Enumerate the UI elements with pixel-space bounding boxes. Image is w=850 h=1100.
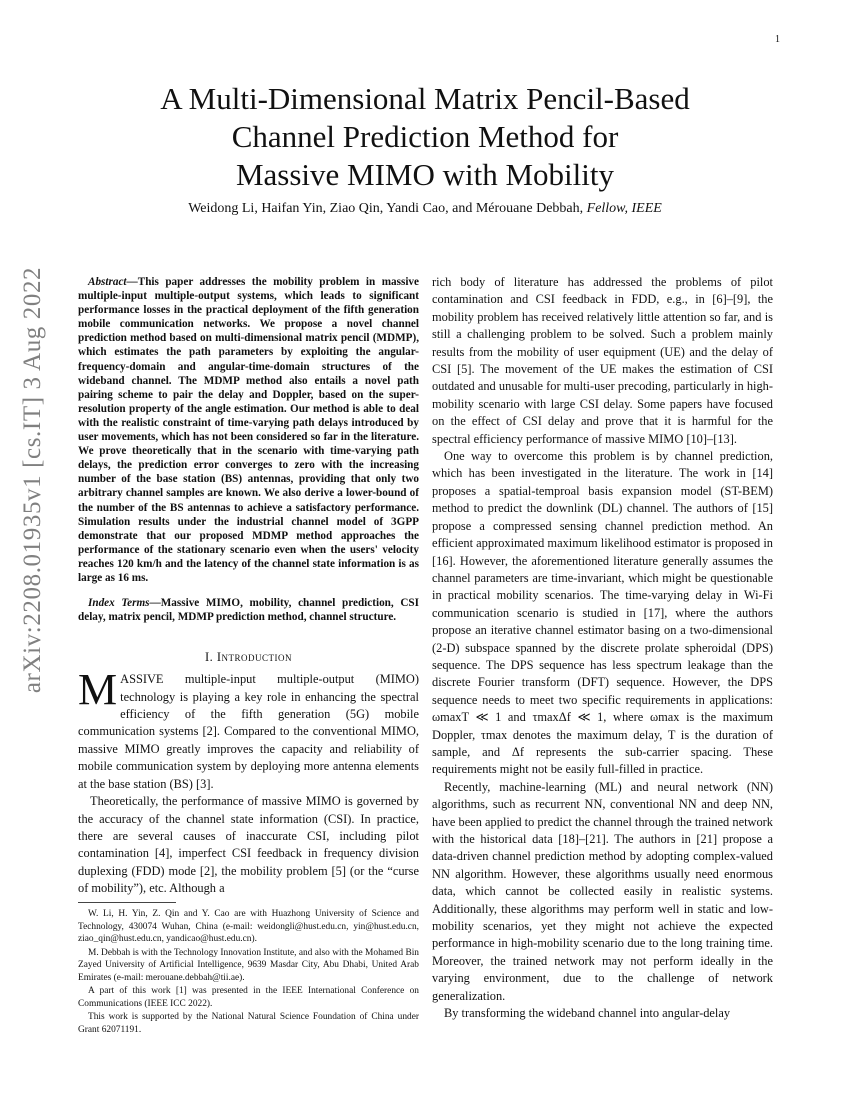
arxiv-identifier: arXiv:2208.01935v1 [cs.IT] 3 Aug 2022 [19,266,47,694]
drop-cap: M [78,665,118,715]
right-paragraph-2: One way to overcome this problem is by channel prediction, which has been investigated in the literature. The work in [14] proposes a spatial-temproal basis expansion model (ST-BEM) method to predict the downlink (DL) channel. The authors of [15] propose a compressed sensing channel prediction method. An efficient approximated maximum likelihood estimator is proposed in [16]. However, the aforementioned literature generally assumes the channel parameters are time-invariant, which might be questionable in practical mobility scenarios. The time-varying delay in Wi-Fi communication scenario is studied in [17], where the authors propose an iterative channel estimator basing on a two-dimensional (2-D) subspace spanned by the discrete prolate spheroidal (DPS) sequence. The DPS sequence has less spectrum leakage than the discrete Fourier transform (DFT) sequence. However, the DPS sequence needs to meet two specific requirements in applications: ωmaxT ≪ 1 and τmaxΔf ≪ 1, where ωmax is the maximum Doppler, τmax denotes the maximum delay, T is the duration of sample, and Δf represents the sub-carrier spacing. These requirements might not be easily full-filled in practice. [432,449,773,777]
footnotes [78,908,419,1037]
author-list [80,201,770,217]
abstract-label: Abstract [88,276,127,288]
index-terms [78,596,419,624]
abstract [78,275,419,585]
intro-paragraph-2: Theoretically, the performance of massive MIMO is governed by the accuracy of the channel state information (CSI). In practice, there are several causes of inaccurate CSI, including pilot contamination [4], imperfect CSI feedback in frequency division duplexing (FDD) mode [2], the mobility problem [5] (or the “curse of mobility”), etc. Although a [78,794,419,896]
right-paragraph-4: By transforming the wideband channel into angular-delay [444,1006,731,1021]
footnote-affiliation-hust: W. Li, H. Yin, Z. Qin and Y. Cao are with Huazhong University of Science and Technology, 430074 Wuhan, China (e-mail: weidongli@hust.edu.cn, yin@hust.edu.cn, ziao_qin@hust.edu.cn, yandicao@hust.edu.cn). [78,909,419,944]
left-column [78,275,419,898]
intro-paragraph-1-text: ASSIVE multiple-input multiple-output (MIMO) technology is playing a key role in enhancing the spectral efficiency of the fifth generation (5G) mobile communication systems [2]. Compared to the conventional MIMO, massive MIMO greatly improves the capacity and reliability of mobile communication system by deploying more antenna elements at the base station (BS) [3]. [78,672,419,791]
intro-paragraph-1 [78,665,419,793]
index-terms-text: —Massive MIMO, mobility, channel prediction, CSI delay, matrix pencil, MDMP prediction method, channel structure. [78,597,419,624]
paper-title [80,80,770,194]
right-column [432,274,773,1022]
right-paragraph-1: rich body of literature has addressed the problems of pilot contamination and CSI feedback in FDD, e.g., in [6]–[9], the mobility problem has received relatively little attention so far, and is still a challenging problem to be solved. Such a problem mainly results from the mobility of user equipment (UE) and the delay of CSI [5]. The movement of the UE makes the estimation of CSI outdated and unusable for multi-user precoding, particularly in high-mobility scenario with large CSI delay. Some papers have focused on the effect of CSI delay and prove that it is harmful for the spectral efficiency performance of massive MIMO [10]–[13]. [432,275,773,446]
footnote-rule [78,902,176,903]
page-number: 1 [775,34,780,45]
abstract-text: —This paper addresses the mobility problem in massive multiple-input multiple-output systems, which leads to significant performance losses in the practical deployment of the fifth generation mobile communication networks. We propose a novel channel prediction method based on multi-dimensional matrix pencil (MDMP), which estimates the path parameters by exploiting the angular-frequency-domain and angular-time-domain structures of the wideband channel. The MDMP method also entails a novel path pairing scheme to pair the delay and Doppler, based on the super-resolution property of the angle estimation. Our method is able to deal with the realistic constraint of time-varying path delays introduced by user movements, which has not been considered so far in the literature. We prove theoretically that in the scenario with time-varying path delays, the prediction error converges to zero with the increasing number of the base station (BS) antennas, providing that only two arbitrary channel samples are known. We also derive a lower-bound of the number of the BS antennas to achieve a satisfactory performance. Simulation results under the industrial channel model of 3GPP demonstrate that our proposed MDMP method approaches the performance of the stationary scenario even when the users' velocity reaches 120 km/h and the latency of the channel state information is as large as 16 ms. [78,276,419,584]
right-paragraph-3: Recently, machine-learning (ML) and neural network (NN) algorithms, such as recurrent NN, conventional NN and deep NN, have been applied to predict the channel through the trained network with the historical data [18]–[21]. The authors in [21] propose a data-driven channel prediction method by adopting complex-valued NN algorithm. However, these algorithms usually need enormous data, which cannot be collected easily in realistic systems. Additionally, these algorithms may perform well in static and low-mobility scenarios, yet they might not achieve the expected performance in high-mobility scenario due to the long training time. Moreover, the trained network may not perform ideally in the varying environment, due to the challenge of network generalization. [432,779,773,1003]
title-line-1: A Multi-Dimensional Matrix Pencil-Based [160,81,690,116]
title-line-2: Channel Prediction Method for [231,119,619,154]
index-terms-label: Index Terms [88,597,150,610]
footnote-conference: A part of this work [1] was presented in the IEEE International Conference on Communications (IEEE ICC 2022). [78,986,419,1009]
footnote-affiliation-tii: M. Debbah is with the Technology Innovation Institute, and also with the Mohamed Bin Zayed University of Artificial Intelligence, 9639 Masdar City, Abu Dhabi, United Arab Emirates (e-mail: merouane.debbah@tii.ae). [78,947,419,983]
author-names: Weidong Li, Haifan Yin, Ziao Qin, Yandi Cao, and Mérouane Debbah, [188,201,587,216]
arxiv-stamp [18,266,48,694]
section-heading-introduction: I. Introduction [204,650,293,665]
author-fellow: Fellow, IEEE [586,201,662,216]
footnote-funding: This work is supported by the National Natural Science Foundation of China under Grant 62071191. [78,1012,419,1035]
title-line-3: Massive MIMO with Mobility [235,157,615,192]
